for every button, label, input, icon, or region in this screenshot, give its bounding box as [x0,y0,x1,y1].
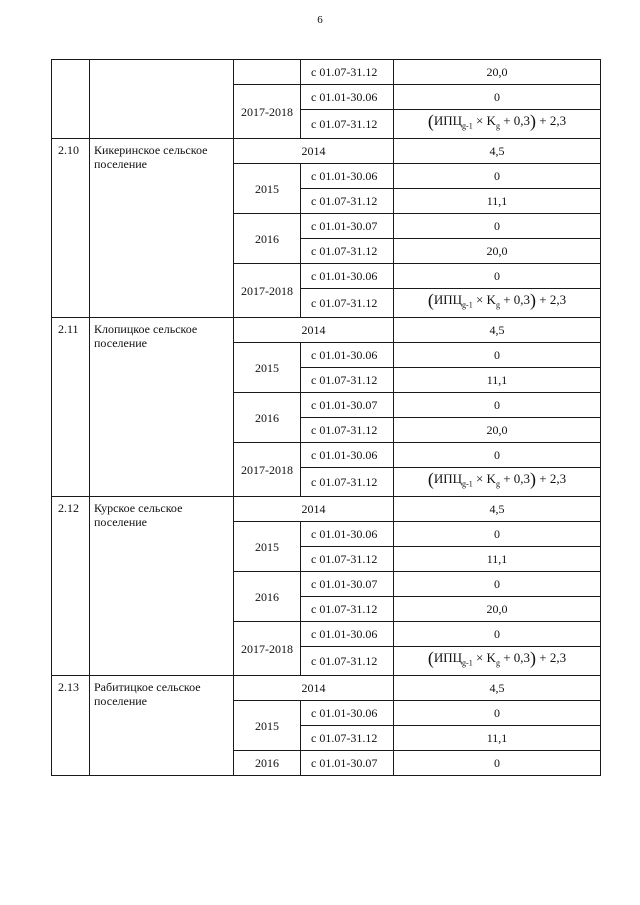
period-cell: с 01.07-31.12 [301,468,394,497]
formula-times-sign: × [475,650,484,666]
year-cell: 2016 [234,572,301,622]
formula-coefficient: + 0,3 [503,650,531,666]
formula-k: K [486,650,496,666]
period-cell: с 01.01-30.06 [301,85,394,110]
period-cell: с 01.01-30.06 [301,522,394,547]
period-cell: с 01.01-30.06 [301,443,394,468]
formula-open-paren: ( [427,469,434,490]
formula-coefficient: + 0,3 [503,471,531,487]
year-cell: 2017-2018 [234,443,301,497]
value-cell: 0 [394,343,601,368]
formula-tail: + 2,3 [539,650,567,666]
period-cell: с 01.07-31.12 [301,726,394,751]
value-cell: 0 [394,443,601,468]
value-cell: 4,5 [394,318,601,343]
formula-open-paren: ( [427,290,434,311]
formula-coefficient: + 0,3 [503,113,531,129]
formula-open-paren: ( [427,111,434,132]
base-year-cell: 2014 [234,497,394,522]
formula-k-subscript: g [495,479,500,489]
formula-open-paren: ( [427,648,434,669]
period-cell: с 01.01-30.07 [301,393,394,418]
value-cell: 0 [394,264,601,289]
formula-times-sign: × [475,292,484,308]
value-cell: 0 [394,701,601,726]
table-row [52,497,601,522]
value-cell: 20,0 [394,239,601,264]
tariff-formula [427,648,567,669]
settlement-name-cell [90,60,234,139]
year-cell: 2015 [234,164,301,214]
value-cell: 0 [394,164,601,189]
period-cell: с 01.01-30.07 [301,214,394,239]
value-cell: 0 [394,522,601,547]
period-cell: с 01.07-31.12 [301,189,394,214]
value-cell: 0 [394,85,601,110]
year-cell: 2015 [234,701,301,751]
period-cell: с 01.01-30.06 [301,622,394,647]
year-cell [234,60,301,85]
formula-ipc-subscript: g-1 [462,479,473,489]
formula-k-subscript: g [495,658,500,668]
period-cell: с 01.07-31.12 [301,60,394,85]
page-number: 6 [317,14,323,26]
year-cell: 2017-2018 [234,264,301,318]
formula-close-paren: ) [530,290,537,311]
year-cell: 2017-2018 [234,622,301,676]
period-cell: с 01.01-30.06 [301,264,394,289]
year-cell: 2016 [234,751,301,776]
settlement-name-cell: Клопицкое сельское поселение [90,318,234,497]
formula-ipc: ИПЦ [433,471,463,487]
formula-ipc-subscript: g-1 [462,658,473,668]
row-number-cell: 2.11 [52,318,90,497]
formula-coefficient: + 0,3 [503,292,531,308]
value-cell: 11,1 [394,547,601,572]
tariff-formula [427,469,567,490]
period-cell: с 01.07-31.12 [301,289,394,318]
formula-k: K [486,113,496,129]
value-cell: 4,5 [394,676,601,701]
period-cell: с 01.01-30.06 [301,701,394,726]
formula-k: K [486,471,496,487]
formula-ipc: ИПЦ [433,113,463,129]
row-number-cell [52,60,90,139]
row-number-cell: 2.10 [52,139,90,318]
formula-close-paren: ) [530,648,537,669]
year-cell: 2017-2018 [234,85,301,139]
value-cell: 0 [394,214,601,239]
value-cell: 0 [394,622,601,647]
period-cell: с 01.01-30.06 [301,343,394,368]
period-cell: с 01.07-31.12 [301,597,394,622]
value-cell: 11,1 [394,368,601,393]
base-year-cell: 2014 [234,139,394,164]
base-year-cell: 2014 [234,318,394,343]
table-row [52,318,601,343]
base-year-cell: 2014 [234,676,394,701]
period-cell: с 01.01-30.06 [301,164,394,189]
value-cell: 20,0 [394,418,601,443]
formula-cell [394,647,601,676]
row-number-cell: 2.12 [52,497,90,676]
formula-close-paren: ) [530,111,537,132]
formula-close-paren: ) [530,469,537,490]
tariff-table-body [52,60,601,776]
tariff-table [51,59,601,776]
period-cell: с 01.07-31.12 [301,647,394,676]
period-cell: с 01.07-31.12 [301,368,394,393]
period-cell: с 01.07-31.12 [301,110,394,139]
value-cell: 4,5 [394,139,601,164]
formula-times-sign: × [475,113,484,129]
formula-tail: + 2,3 [539,471,567,487]
value-cell: 11,1 [394,726,601,751]
formula-tail: + 2,3 [539,292,567,308]
table-row [52,60,601,85]
tariff-formula [427,290,567,311]
formula-cell [394,468,601,497]
value-cell: 4,5 [394,497,601,522]
formula-times-sign: × [475,471,484,487]
value-cell: 20,0 [394,597,601,622]
value-cell: 20,0 [394,60,601,85]
period-cell: с 01.07-31.12 [301,239,394,264]
period-cell: с 01.07-31.12 [301,547,394,572]
tariff-formula [427,111,567,132]
formula-cell [394,110,601,139]
formula-ipc-subscript: g-1 [462,121,473,131]
year-cell: 2016 [234,393,301,443]
formula-ipc: ИПЦ [433,292,463,308]
table-row [52,139,601,164]
settlement-name-cell: Рабитицкое сельское поселение [90,676,234,776]
formula-k: K [486,292,496,308]
settlement-name-cell: Курское сельское поселение [90,497,234,676]
formula-k-subscript: g [495,121,500,131]
row-number-cell: 2.13 [52,676,90,776]
formula-cell [394,289,601,318]
formula-ipc: ИПЦ [433,650,463,666]
year-cell: 2015 [234,343,301,393]
period-cell: с 01.01-30.07 [301,751,394,776]
value-cell: 11,1 [394,189,601,214]
period-cell: с 01.07-31.12 [301,418,394,443]
year-cell: 2016 [234,214,301,264]
value-cell: 0 [394,393,601,418]
settlement-name-cell: Кикеринское сельское поселение [90,139,234,318]
period-cell: с 01.01-30.07 [301,572,394,597]
value-cell: 0 [394,572,601,597]
formula-ipc-subscript: g-1 [462,300,473,310]
year-cell: 2015 [234,522,301,572]
formula-k-subscript: g [495,300,500,310]
formula-tail: + 2,3 [539,113,567,129]
table-row [52,676,601,701]
value-cell: 0 [394,751,601,776]
